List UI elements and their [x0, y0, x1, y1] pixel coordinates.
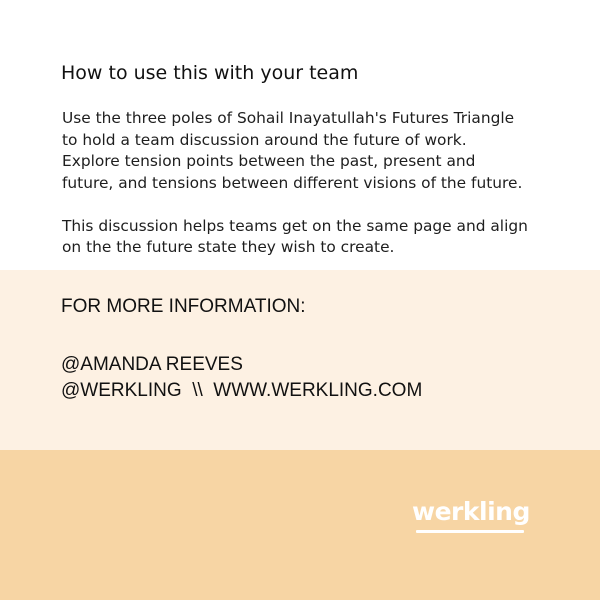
werkling-logo: werkling	[412, 497, 530, 526]
paragraph-1-line: to hold a team discussion around the future of work.	[62, 130, 467, 149]
contact-block	[61, 352, 422, 404]
info-section	[0, 270, 600, 450]
contact-links: @WERKLING \\ WWW.WERKLING.COM	[61, 380, 423, 401]
paragraph-1-line: future, and tensions between different visions of the future.	[62, 173, 523, 192]
paragraph-2-line: on the the future state they wish to create.	[62, 238, 395, 256]
paragraph-2-line: This discussion helps teams get on the same page and align	[62, 216, 528, 235]
instructions-section	[0, 0, 600, 270]
paragraph-1-line: Explore tension points between the past, present and	[62, 152, 476, 170]
brand-footer	[0, 450, 600, 600]
paragraph-1-line: Use the three poles of Sohail Inayatullah's Futures Triangle	[62, 109, 515, 127]
info-heading: FOR MORE INFORMATION:	[61, 296, 306, 317]
logo-underline	[416, 530, 524, 533]
instructions-paragraph-2	[62, 216, 562, 259]
instructions-body	[62, 108, 562, 280]
instructions-heading: How to use this with your team	[61, 62, 359, 84]
instructions-paragraph-1	[62, 108, 562, 194]
contact-name: @AMANDA REEVES	[61, 354, 243, 375]
